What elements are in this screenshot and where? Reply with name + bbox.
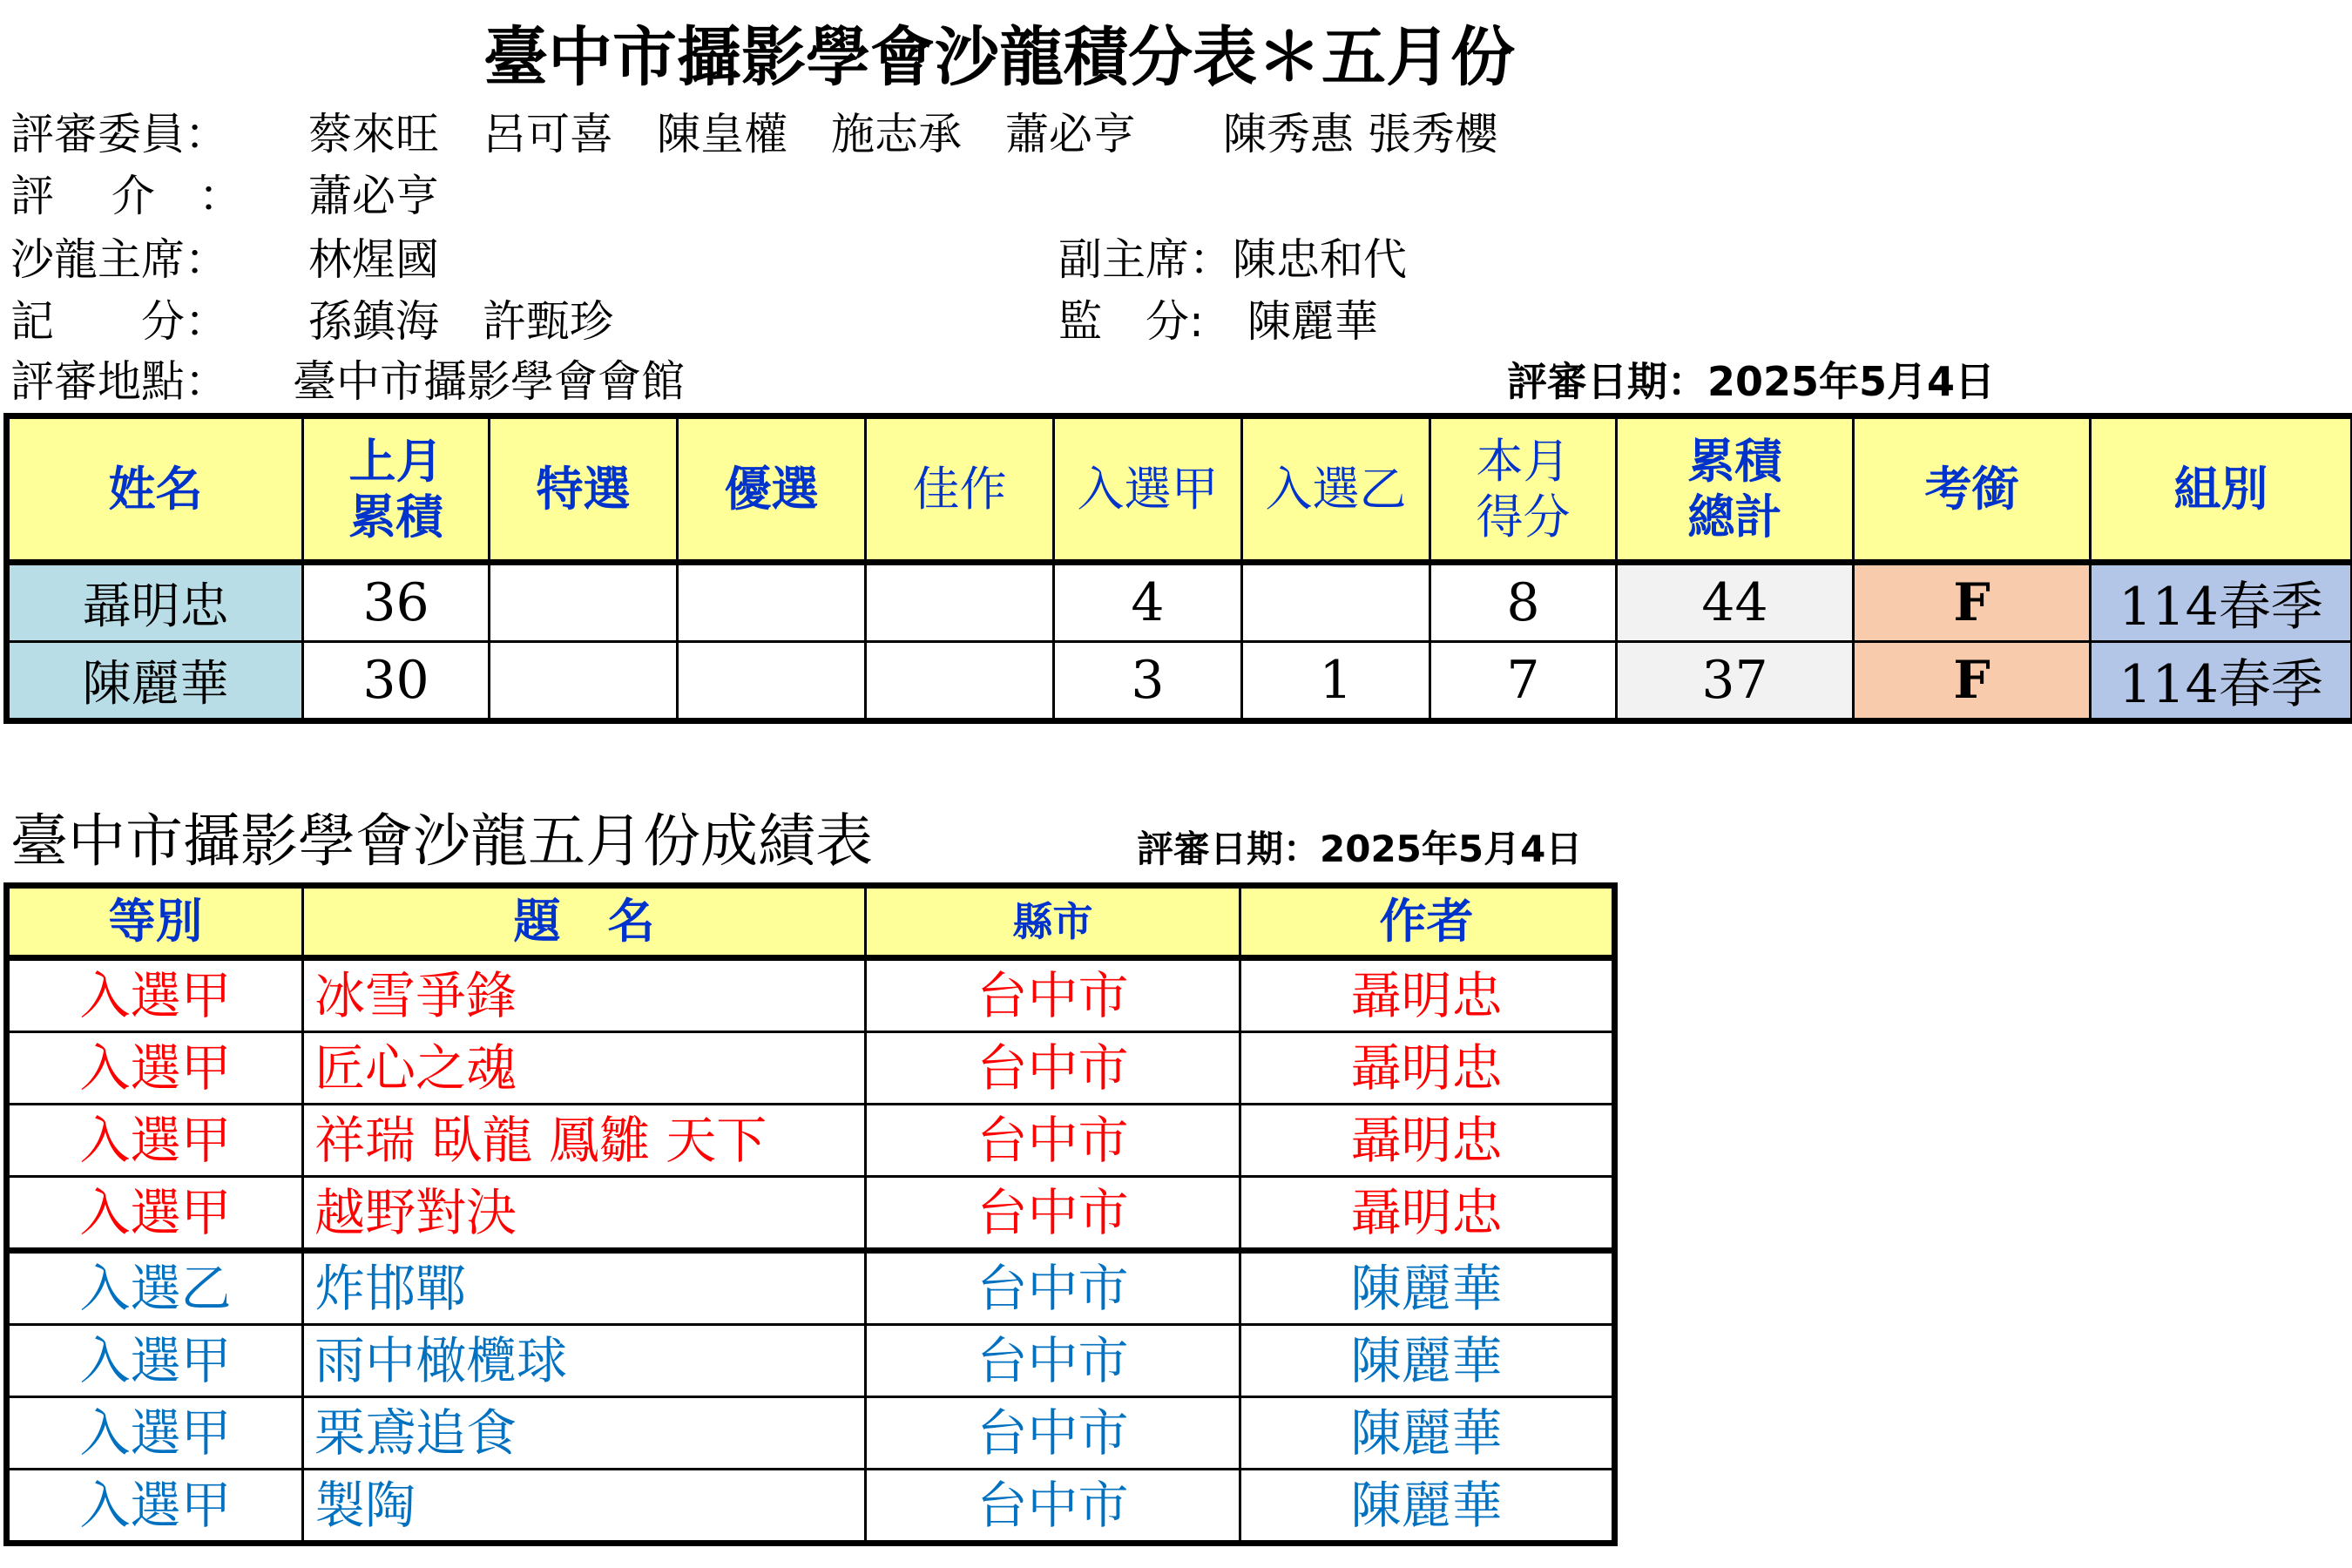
results-table: [3, 882, 1618, 1546]
table-row: [7, 563, 2352, 642]
critique-name: 蕭必亨: [308, 171, 439, 221]
scorer-names: 孫鎮海 許甄珍: [308, 296, 613, 347]
header-group: 組別: [2091, 416, 2352, 563]
author: 聶明忠: [1240, 1177, 1615, 1251]
header-special: 特選: [490, 416, 678, 563]
rank: 入選甲: [7, 958, 303, 1032]
grade: F: [1854, 642, 2091, 721]
merit-count: [866, 642, 1054, 721]
work-title: 祥瑞 臥龍 鳳雛 天下: [303, 1105, 866, 1177]
table-row: [7, 642, 2352, 721]
judging-date: 評審日期：2025年5月4日: [1507, 358, 1996, 405]
work-title: 製陶: [303, 1470, 866, 1544]
supervisor: 監 分: 陳麗華: [1058, 296, 1378, 347]
chair-label: 沙龍主席：: [10, 234, 228, 285]
work-title: 匠心之魂: [303, 1032, 866, 1105]
rank: 入選乙: [7, 1251, 303, 1325]
author: 聶明忠: [1240, 1105, 1615, 1177]
table-row: [7, 1032, 1615, 1105]
work-title: 冰雪爭鋒: [303, 958, 866, 1032]
work-title: 炸邯鄲: [303, 1251, 866, 1325]
header-author: 作者: [1240, 886, 1615, 958]
author: 陳麗華: [1240, 1470, 1615, 1544]
city: 台中市: [866, 958, 1240, 1032]
accept-a-count: 4: [1054, 563, 1242, 642]
month-score: 8: [1430, 563, 1617, 642]
chair-name: 林煋國: [308, 234, 439, 285]
work-title: 越野對決: [303, 1177, 866, 1251]
table-row: [7, 1325, 1615, 1397]
vice-chair: 副主席：陳忠和代: [1058, 234, 1407, 285]
merit-count: [866, 563, 1054, 642]
score-table: [3, 413, 2352, 724]
table-row: [7, 1397, 1615, 1470]
results-date: 評審日期：2025年5月4日: [1137, 828, 1583, 870]
member-name: 聶明忠: [7, 563, 303, 642]
header-prev-total: 上月 累積: [303, 416, 490, 563]
header-grade: 考銜: [1854, 416, 2091, 563]
judges-list: 蔡來旺 呂可喜 陳皇權 施志承 蕭必亨 陳秀惠 張秀櫻: [308, 109, 1498, 159]
city: 台中市: [866, 1177, 1240, 1251]
city: 台中市: [866, 1105, 1240, 1177]
header-rank: 等別: [7, 886, 303, 958]
rank: 入選甲: [7, 1397, 303, 1470]
results-title: 臺中市攝影學會沙龍五月份成績表: [10, 808, 873, 875]
member-name: 陳麗華: [7, 642, 303, 721]
header-name: 姓名: [7, 416, 303, 563]
header-accept-b: 入選乙: [1242, 416, 1430, 563]
work-title: 雨中橄欖球: [303, 1325, 866, 1397]
header-merit: 佳作: [866, 416, 1054, 563]
prev-total: 30: [303, 642, 490, 721]
city: 台中市: [866, 1032, 1240, 1105]
accept-a-count: 3: [1054, 642, 1242, 721]
author: 聶明忠: [1240, 1032, 1615, 1105]
prev-total: 36: [303, 563, 490, 642]
table-row: [7, 1251, 1615, 1325]
rank: 入選甲: [7, 1177, 303, 1251]
work-title: 栗鳶追食: [303, 1397, 866, 1470]
special-count: [490, 642, 678, 721]
rank: 入選甲: [7, 1470, 303, 1544]
table-row: [7, 1105, 1615, 1177]
page-title: 臺中市攝影學會沙龍積分表＊五月份: [483, 20, 1515, 95]
rank: 入選甲: [7, 1032, 303, 1105]
table-row: [7, 1177, 1615, 1251]
city: 台中市: [866, 1325, 1240, 1397]
city: 台中市: [866, 1470, 1240, 1544]
author: 陳麗華: [1240, 1325, 1615, 1397]
critique-label: 評 介 ：: [10, 171, 242, 221]
excellent-count: [678, 563, 866, 642]
score-header-row: [7, 416, 2352, 563]
city: 台中市: [866, 1397, 1240, 1470]
accept-b-count: [1242, 563, 1430, 642]
header-accept-a: 入選甲: [1054, 416, 1242, 563]
judges-label: 評審委員：: [10, 109, 228, 159]
results-header-row: [7, 886, 1615, 958]
cumulative-total: 44: [1617, 563, 1854, 642]
table-row: [7, 1470, 1615, 1544]
excellent-count: [678, 642, 866, 721]
cumulative-total: 37: [1617, 642, 1854, 721]
scorer-label: 記 分：: [10, 296, 228, 347]
accept-b-count: 1: [1242, 642, 1430, 721]
header-month-score: 本月 得分: [1430, 416, 1617, 563]
author: 陳麗華: [1240, 1251, 1615, 1325]
location: 臺中市攝影學會會館: [293, 356, 685, 407]
author: 聶明忠: [1240, 958, 1615, 1032]
header-excellent: 優選: [678, 416, 866, 563]
month-score: 7: [1430, 642, 1617, 721]
grade: F: [1854, 563, 2091, 642]
rank: 入選甲: [7, 1105, 303, 1177]
group: 114春季: [2091, 563, 2352, 642]
table-row: [7, 958, 1615, 1032]
special-count: [490, 563, 678, 642]
header-city: 縣市: [866, 886, 1240, 958]
city: 台中市: [866, 1251, 1240, 1325]
group: 114春季: [2091, 642, 2352, 721]
header-total: 累積 總計: [1617, 416, 1854, 563]
header-title: 題 名: [303, 886, 866, 958]
rank: 入選甲: [7, 1325, 303, 1397]
location-label: 評審地點：: [10, 356, 228, 407]
author: 陳麗華: [1240, 1397, 1615, 1470]
